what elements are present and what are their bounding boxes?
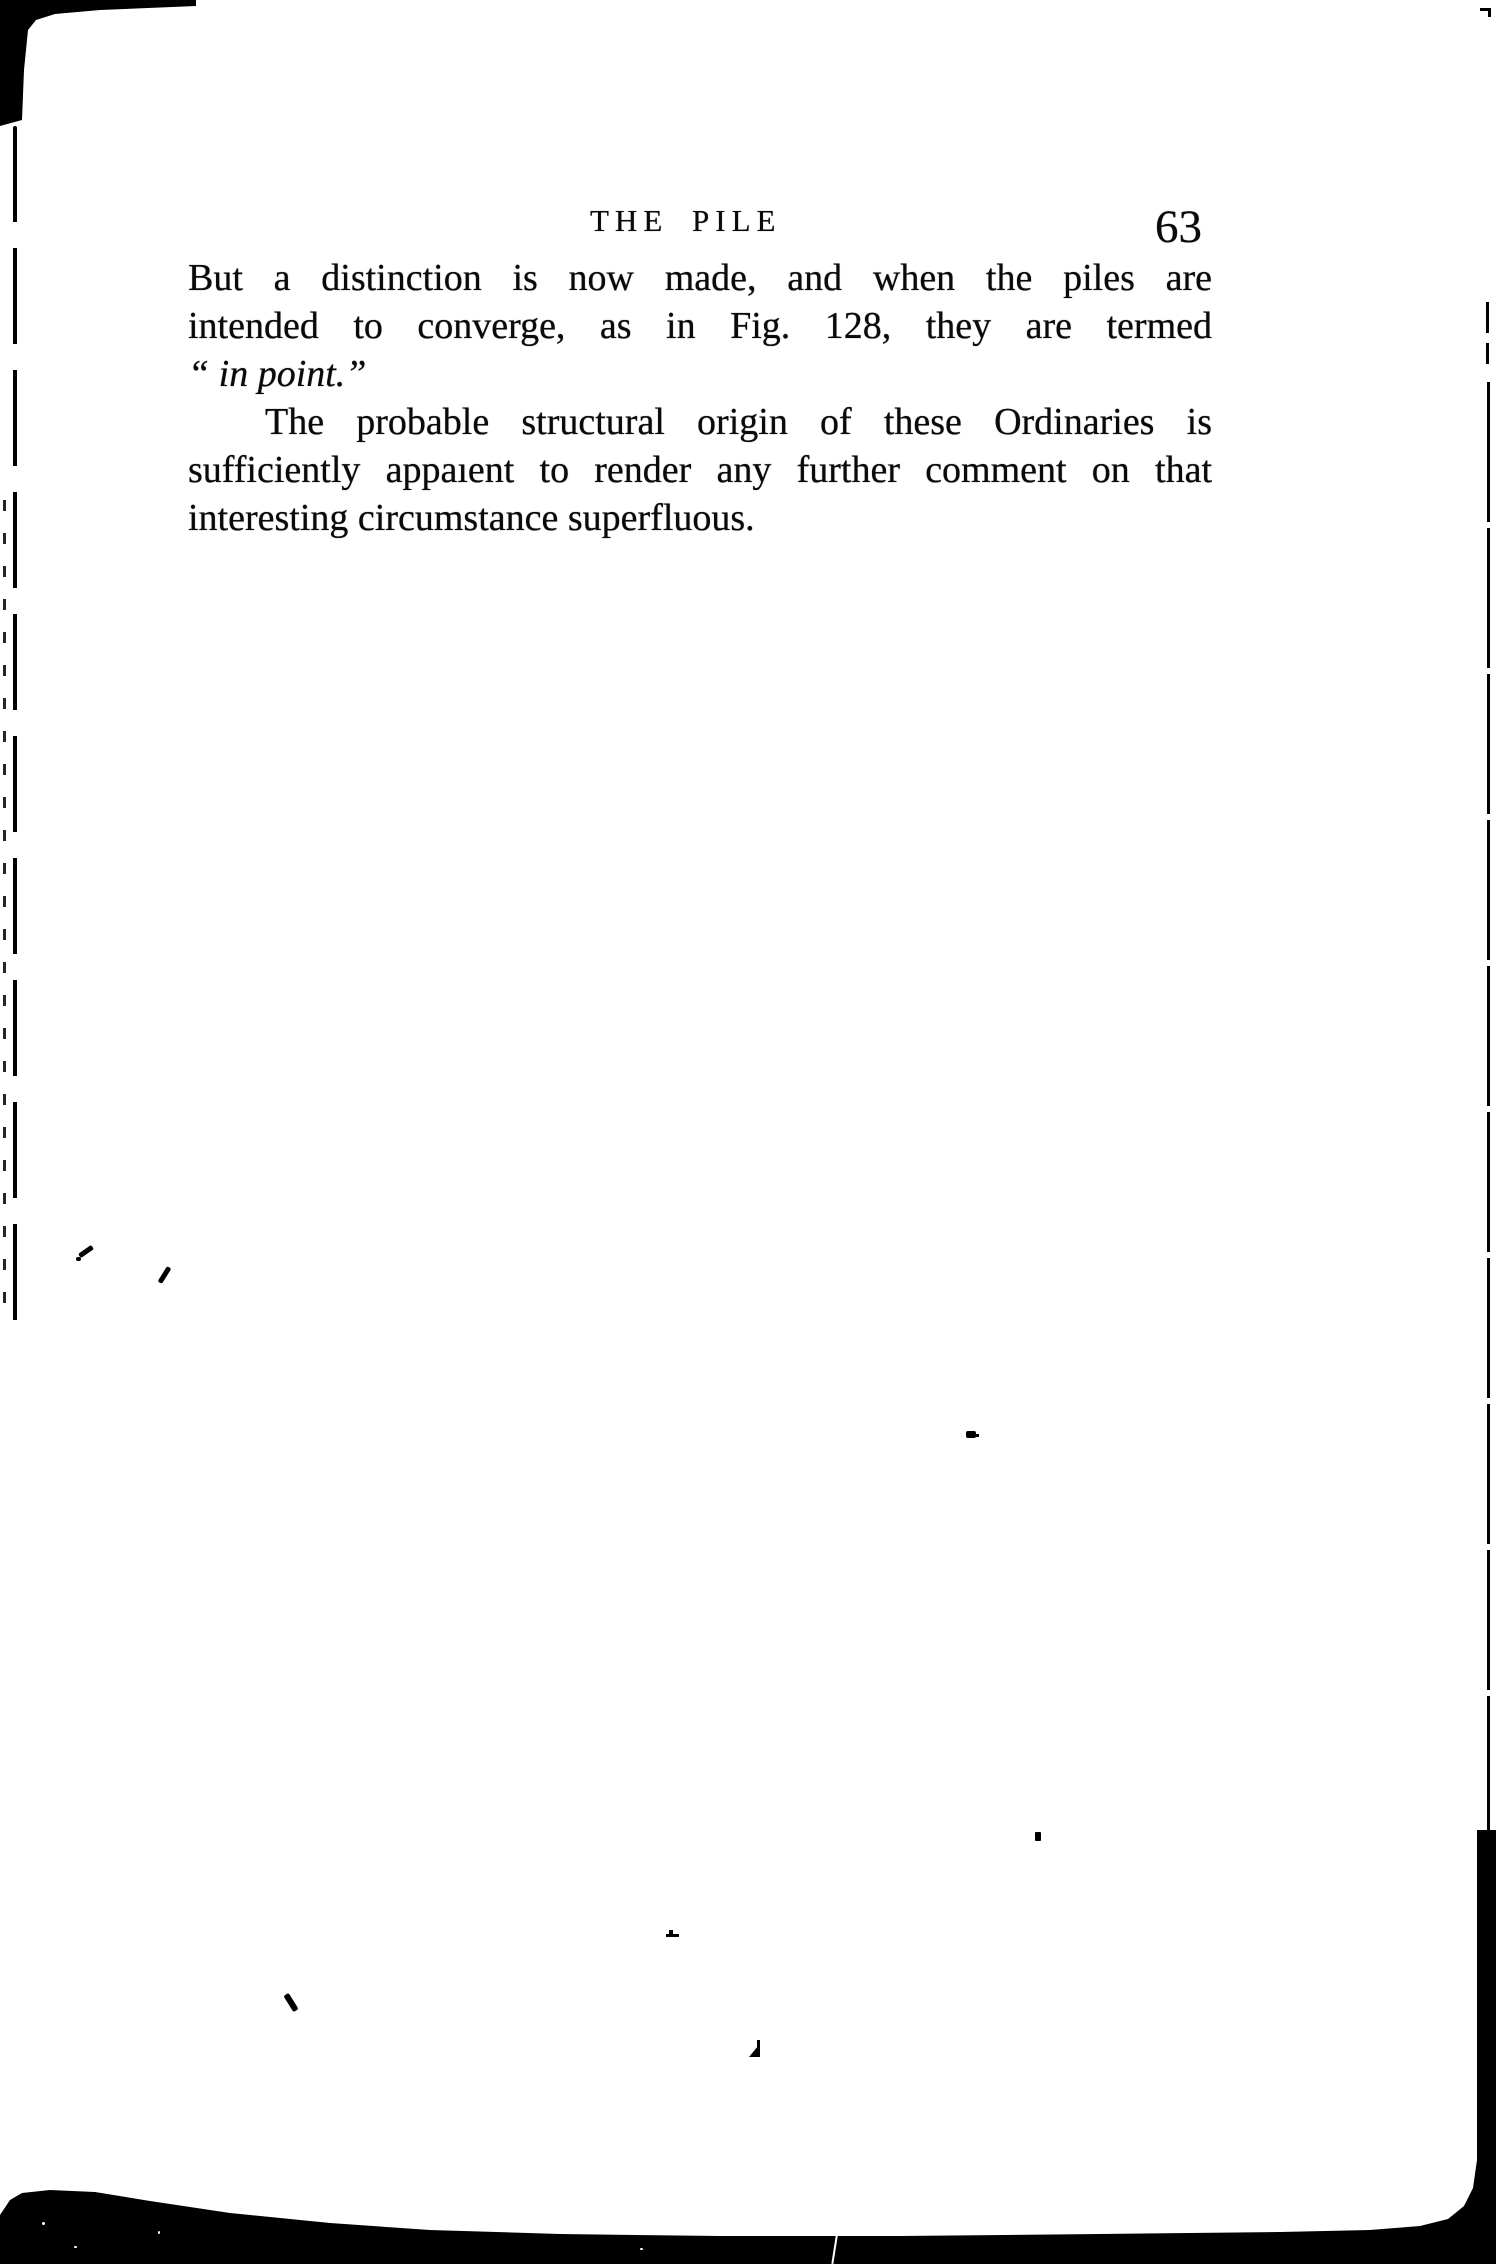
ink-mark-dash — [666, 1934, 679, 1937]
ink-mark-dot — [975, 1434, 979, 1437]
text-line: But a distinction is now made, and when the piles are — [188, 257, 1212, 299]
text-line: interesting circumstance superfluous. — [188, 497, 755, 539]
text-line: sufficiently appaıent to render any further comment on that — [188, 449, 1212, 491]
ink-mark-dash — [669, 1930, 673, 1934]
text-line: The probable structural origin of these Ordinaries is — [265, 401, 1212, 443]
ink-mark-corner — [1488, 8, 1491, 17]
text-line: “ in point.” — [188, 353, 367, 395]
scan-band-bottom — [0, 2060, 1496, 2264]
scan-band-speck — [640, 2248, 643, 2250]
ink-mark-backslash — [283, 1993, 298, 2012]
scan-band-scratch — [831, 2230, 838, 2264]
running-head-title: THE PILE — [590, 203, 782, 238]
scan-edge-line-right — [1486, 302, 1489, 333]
scan-gutter-line-left-thin — [3, 500, 6, 1315]
page-number: 63 — [1155, 201, 1202, 253]
scan-edge-line-right — [1487, 382, 1490, 1832]
scan-edge-line-right — [1486, 343, 1489, 364]
scan-gutter-line-left — [13, 126, 17, 1325]
scan-band-speck — [42, 2222, 45, 2225]
scan-edge-strip-right — [1477, 1830, 1496, 2264]
body-text — [188, 254, 1212, 542]
ink-mark-slash — [78, 1245, 94, 1258]
ink-mark-dot — [76, 1257, 81, 1261]
scan-band-speck — [158, 2231, 160, 2234]
ink-mark-dot — [1035, 1832, 1041, 1841]
scan-wedge-top-left — [0, 0, 196, 126]
ink-mark-flag — [749, 2046, 758, 2057]
text-line: intended to converge, as in Fig. 128, they are termed — [188, 305, 1212, 347]
scan-band-speck — [74, 2246, 77, 2248]
ink-mark-slash — [158, 1266, 172, 1284]
